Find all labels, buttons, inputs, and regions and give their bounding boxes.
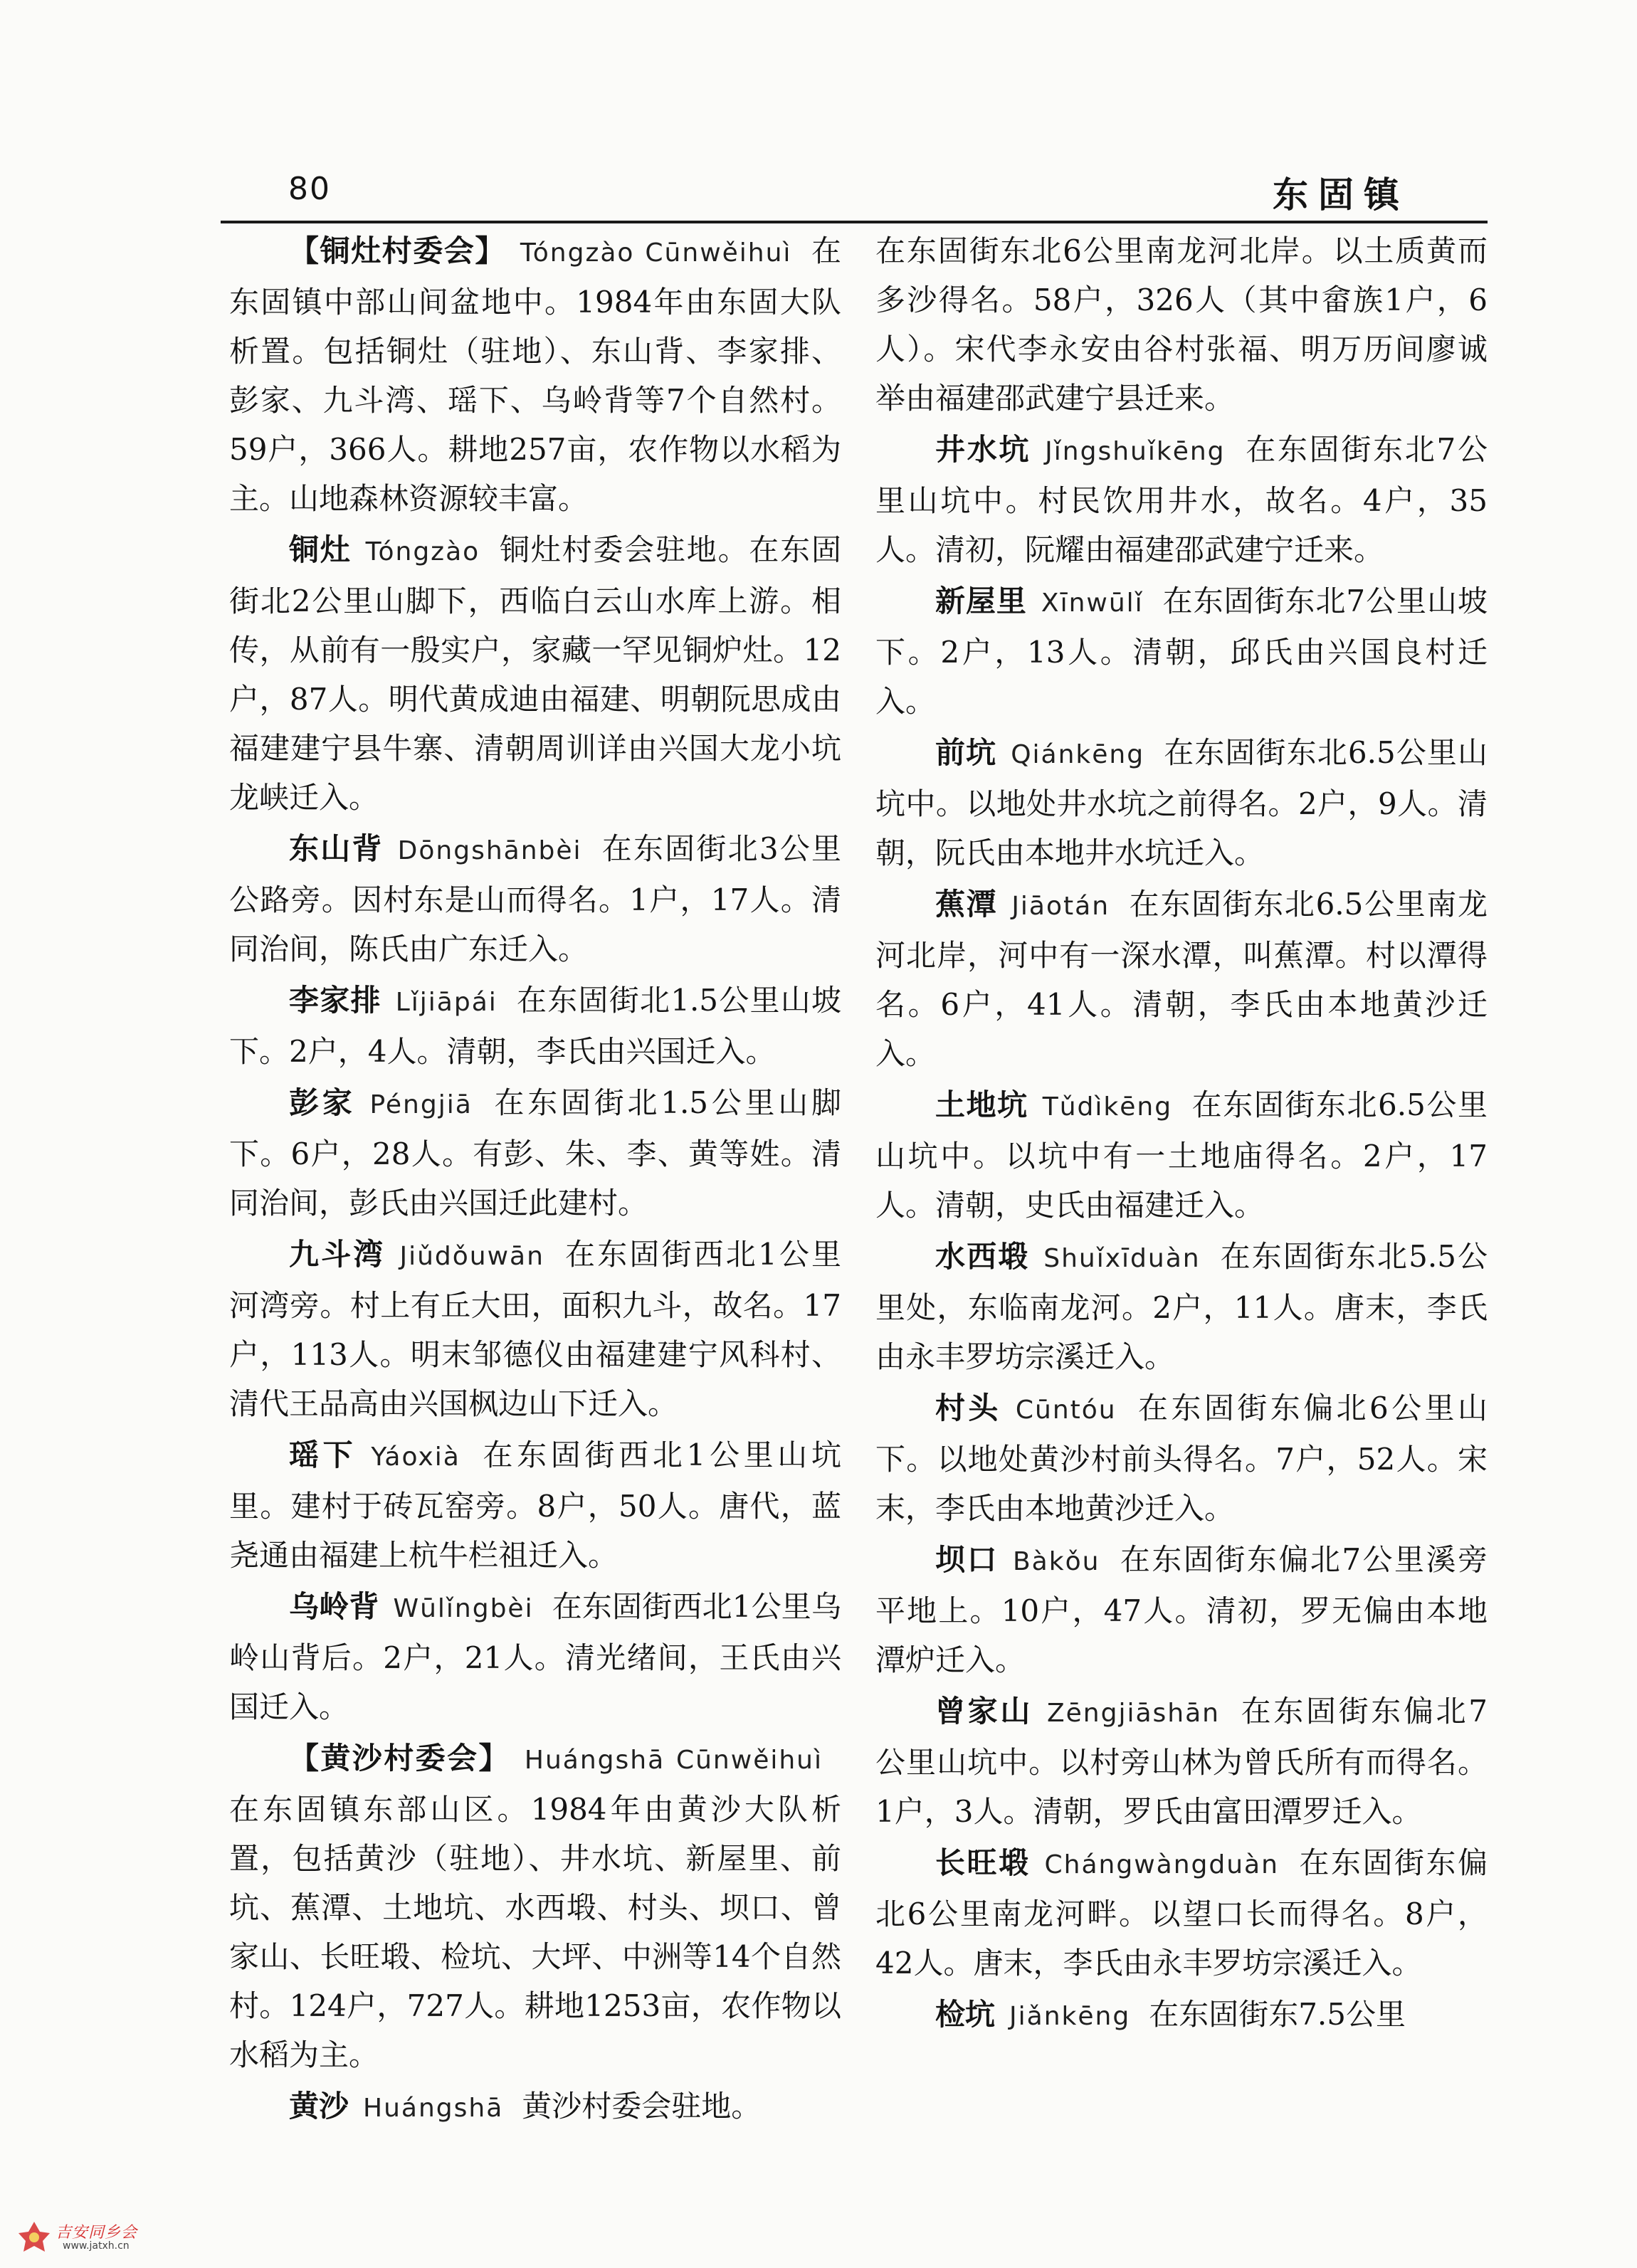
entry-name: 蕉潭 [935, 887, 998, 922]
entry-pinyin: Cūntóu [1015, 1396, 1117, 1425]
entry [875, 1687, 1488, 1836]
entry-name: 乌岭背 [289, 1589, 379, 1624]
entry-name: 新屋里 [935, 584, 1027, 618]
entry-name: 瑶下 [289, 1438, 357, 1472]
entry-name: 李家排 [289, 983, 381, 1018]
entry-name: 彭家 [289, 1085, 356, 1120]
entry-pinyin: Dōngshānbèi [397, 836, 582, 865]
entry [229, 824, 841, 974]
entry-name: 检坑 [935, 1997, 996, 2032]
entry-pinyin: Jiǎnkēng [1009, 2002, 1131, 2031]
entry-name: 九斗湾 [289, 1237, 386, 1272]
header-rule [221, 221, 1488, 223]
entry-pinyin: Wūlǐngbèi [393, 1594, 534, 1623]
entry-text: 铜灶村委会驻地。在东固街北2公里山脚下，西临白云山水库上游。相传，从前有一殷实户，家藏一罕见铜炉灶。12户，87人。明代黄成迪由福建、明朝阮思成由福建建宁县牛寨、清朝周训详由兴国大龙小坑龙峡迁入。 [229, 532, 841, 815]
entry-text: 黄沙村委会驻地。 [522, 2089, 762, 2124]
entry [875, 1080, 1488, 1230]
entry-pinyin: Jǐngshuǐkēng [1045, 437, 1226, 466]
site-watermark [16, 2219, 201, 2262]
entry-text: 在东固街东北5.5公里处，东临南龙河。2户，11人。唐末，李氏由永丰罗坊宗溪迁入。 [875, 1239, 1488, 1374]
entry-text: 在东固街北1.5公里山坡下。2户，4人。清朝，李氏由兴国迁入。 [229, 983, 841, 1069]
page-number: 80 [288, 171, 331, 207]
entry [229, 1582, 841, 1731]
entry-text: 在东固街西北1公里河湾旁。村上有丘大田，面积九斗，故名。17户，113人。明末邹德仪由福建建宁风科村、清代王品高由兴国枫边山下迁入。 [229, 1237, 841, 1421]
entry [229, 1078, 841, 1228]
entry-text: 在东固街东偏北6公里山下。以地处黄沙村前头得名。7户，52人。宋末，李氏由本地黄沙迁入。 [875, 1391, 1488, 1526]
entry-pinyin: Bàkǒu [1012, 1547, 1100, 1576]
entry [875, 1383, 1488, 1533]
entry-text: 在东固镇东部山区。1984年由黄沙大队析置，包括黄沙（驻地）、井水坑、新屋里、前坑、蕉潭、土地坑、水西塅、村头、坝口、曾家山、长旺塅、检坑、大坪、中洲等14个自然村。124户，727人。耕地1253亩，农作物以水稻为主。 [229, 1792, 841, 2072]
entry-text: 在东固街西北1公里山坑里。建村于砖瓦窑旁。8户，50人。唐代，蓝尧通由福建上杭牛栏祖迁入。 [229, 1438, 841, 1573]
entry [229, 2082, 841, 2133]
entry [229, 1734, 841, 2079]
entry [875, 1838, 1488, 1988]
entry-pinyin: Lǐjiāpái [395, 988, 498, 1017]
entry-name: 曾家山 [935, 1694, 1033, 1729]
entry-name: 东山背 [289, 831, 384, 866]
entry-name: 铜灶 [289, 532, 352, 567]
entry-name: 前坑 [935, 735, 997, 770]
entry-text: 在东固街东北6.5公里山坑中。以地处井水坑之前得名。2户，9人。清朝，阮氏由本地井水坑迁入。 [875, 735, 1488, 870]
entry-text: 在东固街东北6.5公里山坑中。以坑中有一土地庙得名。2户，17人。清朝，史氏由福建迁入。 [875, 1087, 1488, 1223]
entry [875, 1232, 1488, 1381]
entry-name: 水西塅 [935, 1239, 1030, 1274]
entry-pinyin: Shuǐxīduàn [1043, 1244, 1201, 1273]
entry [229, 1430, 841, 1580]
entry [229, 226, 841, 523]
entry-pinyin: Tǔdìkēng [1042, 1092, 1173, 1122]
entry [875, 1535, 1488, 1684]
running-head: 东固镇 [1273, 174, 1409, 216]
entry-name: 土地坑 [935, 1087, 1028, 1122]
entry-pinyin: Péngjiā [369, 1090, 473, 1119]
entry-text: 在东固街北3公里公路旁。因村东是山而得名。1户，17人。清同治间，陈氏由广东迁入。 [229, 831, 841, 966]
entry-name: 黄沙 [289, 2089, 349, 2124]
entry [875, 1990, 1488, 2041]
entry-pinyin: Huángshā Cūnwěihuì [524, 1746, 823, 1775]
entry-name: 井水坑 [935, 432, 1031, 467]
entry [229, 976, 841, 1076]
entry-pinyin: Xīnwūlǐ [1041, 589, 1144, 618]
entry [875, 728, 1488, 877]
entry-text: 在东固街东北7公里山坑中。村民饮用井水，故名。4户，35人。清初，阮耀由福建邵武建宁迁来。 [875, 432, 1488, 567]
entry-name: 长旺塅 [935, 1845, 1031, 1880]
entry-text: 在东固街东7.5公里 [1149, 1997, 1406, 2032]
entry-pinyin: Yáoxià [371, 1442, 460, 1472]
entry-name: 【铜灶村委会】 [289, 233, 506, 268]
watermark-text: 吉安同乡会 [56, 2224, 138, 2242]
entry [875, 576, 1488, 726]
page-header [221, 164, 1488, 221]
watermark-url: www.jatxh.cn [63, 2240, 130, 2252]
entry-pinyin: Tóngzào Cūnwěihuì [520, 238, 792, 268]
entry [875, 226, 1488, 423]
entry [229, 525, 841, 822]
entry-name: 【黄沙村委会】 [289, 1741, 510, 1776]
entry-pinyin: Huángshā [363, 2094, 504, 2123]
entry [875, 880, 1488, 1078]
entry-text: 在东固街北1.5公里山脚下。6户，28人。有彭、朱、李、黄等姓。清同治间，彭氏由兴国迁此建村。 [229, 1085, 841, 1220]
entry-text: 在东固街东北6公里南龙河北岸。以土质黄而多沙得名。58户，326人（其中畲族1户，6人）。宋代李永安由谷村张福、明万历间廖诚举由福建邵武建宁县迁来。 [875, 233, 1488, 416]
entry-text: 在东固街东偏北6公里南龙河畔。以望口长而得名。8户，42人。唐末，李氏由永丰罗坊宗溪迁入。 [875, 1845, 1488, 1980]
entry-text: 在东固街东偏北7公里溪旁平地上。10户，47人。清初，罗无偏由本地潭炉迁入。 [875, 1542, 1488, 1677]
entry-pinyin: Chángwàngduàn [1044, 1850, 1279, 1879]
entry-pinyin: Qiánkēng [1011, 740, 1145, 769]
right-column [875, 226, 1488, 2043]
entry-name: 村头 [935, 1391, 1001, 1425]
entry-pinyin: Jiāotán [1011, 892, 1110, 921]
entry-text: 在东固街东北7公里山坡下。2户，13人。清朝，邱氏由兴国良村迁入。 [875, 584, 1488, 719]
entry [875, 425, 1488, 574]
watermark-logo-icon [16, 2219, 53, 2256]
entry-text: 在东固街东北6.5公里南龙河北岸，河中有一深水潭，叫蕉潭。村以潭得名。6户，41人。清朝，李氏由本地黄沙迁入。 [875, 887, 1488, 1071]
left-column [229, 226, 841, 2135]
entry-text: 在东固街东偏北7公里山坑中。以村旁山林为曾氏所有而得名。1户，3人。清朝，罗氏由富田潭罗迁入。 [875, 1694, 1488, 1829]
entry-pinyin: Zēngjiāshān [1046, 1699, 1220, 1728]
entry-text: 在东固镇中部山间盆地中。1984年由东固大队析置。包括铜灶（驻地）、东山背、李家排、彭家、九斗湾、瑶下、乌岭背等7个自然村。59户，366人。耕地257亩，农作物以水稻为主。山地森林资源较丰富。 [229, 233, 841, 516]
entry-pinyin: Tóngzào [365, 537, 480, 566]
entry-name: 坝口 [935, 1542, 999, 1577]
entry [229, 1230, 841, 1428]
entry-text: 在东固街西北1公里乌岭山背后。2户，21人。清光绪间，王氏由兴国迁入。 [229, 1589, 841, 1724]
entry-pinyin: Jiǔdǒuwān [399, 1242, 544, 1271]
